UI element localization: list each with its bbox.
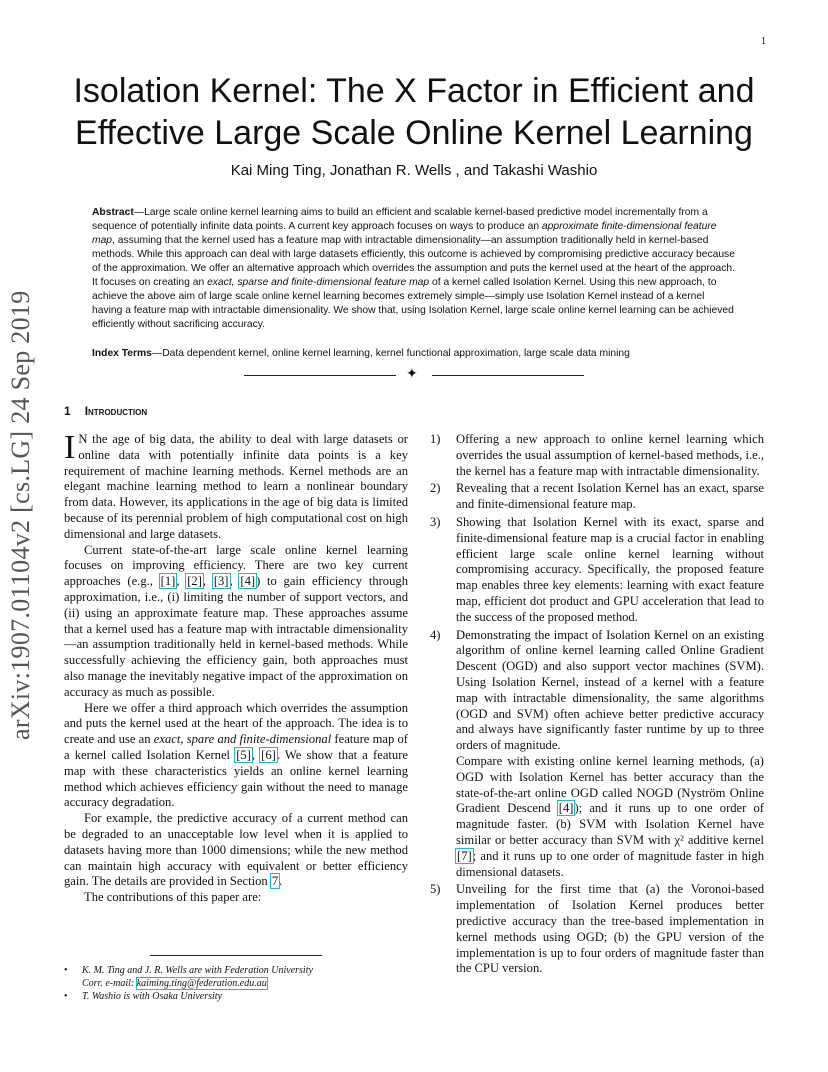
list-text: Showing that Isolation Kernel with its exact, sparse and finite-dimensional feature map is a crucial factor in enabling efficient large scale online kernel learning without compromising accuracy. Specifically, the proposed feature map enables three key elements: learning with exact feature map, efficient dot product and GPU acceleration that lead to the success of the proposed method. <box>456 514 764 624</box>
footnote <box>64 990 408 1003</box>
abstract-emph: exact, sparse and finite-dimensional feature map <box>207 277 430 288</box>
paragraph-text: N the age of big data, the ability to deal with large datasets or online data with potentially infinite data points is a key requirement of machine learning methods. Kernel methods are an elegant machine learning method to learn a nonlinear boundary from data. However, its applications in the age of big data is limited because of its perennial problem of high computational cost on high dimensional and large datasets. <box>64 432 408 541</box>
citation-link[interactable]: [4] <box>558 801 574 816</box>
paragraph: Current state-of-the-art large scale online kernel learning focuses on improving efficiency. There are two key current approaches (e.g., [1], [2], [3], [4]) to gain efficiency through approximation, i.e., (i) limiting the number of support vectors, and (ii) using an approximate feature map. These approaches assume that a kernel used has a feature map with intractable dimensionality—an assumption traditionally held in kernel-based methods. While successfully achieving the efficiency gain, both approaches must also manage the inevitably negative impact of the approximation on accuracy as much as possible. <box>64 542 408 699</box>
section-number: 1 <box>64 404 71 418</box>
citation-link[interactable]: [1] <box>160 574 176 589</box>
left-column <box>64 429 408 906</box>
list-text: ); and it runs up to one order of magnitude faster. (b) SVM with Isolation Kernel have similar or better accuracy than SVM with χ² additive kernel <box>456 801 765 847</box>
list-number: 2) <box>430 481 441 496</box>
section-title: Introduction <box>84 404 148 418</box>
citation-link[interactable]: [6] <box>261 747 276 762</box>
paragraph: Here we offer a third approach which overrides the assumption and puts the kernel used at the heart of the approach. The idea is to create and use an exact, spare and finite-dimensional feature map of a kernel called Isolation Kernel [5], [6]. We show that a feature map with these characteristics yields an online kernel learning method which achieves efficiency gain without the need to manage accuracy degradation. <box>64 700 408 810</box>
section-divider <box>244 368 584 382</box>
abstract-label: Abstract <box>92 207 134 218</box>
right-column <box>430 432 764 979</box>
bullet-icon: • <box>64 991 68 1002</box>
footnotes <box>64 964 408 1003</box>
abstract <box>92 206 736 332</box>
abstract-text: , assuming that the kernel used has a feature map with intractable dimensionality—an assumption traditionally held in kernel-based methods. While this approach can deal with large datasets efficiently, this outcome is achieved by compromising predictive accuracy because of the approximation. We offer an alternative approach which overrides the assumption and puts the kernel used at the heart of the approach. It focuses on creating an <box>92 235 735 288</box>
paragraph-text: ) to gain efficiency through approximation, i.e., (i) limiting the number of support vectors, and (ii) using an approximate feature map. These approaches assume that a kernel used has a feature map with intractable dimensionality—an assumption traditionally held in kernel-based methods. While successfully achieving the efficiency gain, both approaches must also manage the inevitably negative impact of the approximation on accuracy as much as possible. <box>64 574 408 699</box>
paragraph-text: . <box>279 874 283 889</box>
list-text: Compare with existing online kernel learning methods, (a) OGD with Isolation Kernel has better accuracy than the state-of-the-art online OGD called NOGD (Nyström Online Gradient Descend <box>456 753 764 816</box>
footnote-text: K. M. Ting and J. R. Wells are with Federation University <box>82 965 313 976</box>
drop-cap: I <box>64 429 76 466</box>
abstract-text: of a kernel called Isolation Kernel. Using this new approach, to achieve the above aim of large scale online kernel learning becomes extremely simple—simply use Isolation Kernel instead of a kernel having a feature map with intractable dimensionality. We show that, using Isolation Kernel, large scale online kernel learning can be achieved efficiently without sacrificing accuracy. <box>92 277 734 330</box>
list-number: 5) <box>430 882 441 897</box>
list-text: Demonstrating the impact of Isolation Kernel on an existing algorithm of online kernel learning called Online Gradient Descent (OGD) and also support vector machines (SVM). Using Isolation Kernel, instead of a kernel with a feature map with intractable dimensionality, the same algorithms (OGD and SVM) often achieve better predictive accuracy and always have significantly faster runtime by up to three orders of magnitude. <box>456 627 764 753</box>
citation-link[interactable]: [4] <box>240 574 256 589</box>
list-item <box>430 515 764 626</box>
footnote-text: T. Washio is with Osaka University <box>82 991 223 1002</box>
list-number: 1) <box>430 432 441 446</box>
paragraph <box>64 429 408 543</box>
list-item <box>430 432 764 479</box>
bullet-icon: • <box>64 965 68 976</box>
index-terms-label: Index Terms <box>92 348 152 359</box>
citation-link[interactable]: [3] <box>213 574 229 589</box>
citation-link[interactable]: [2] <box>187 574 202 589</box>
paragraph-text: For example, the predictive accuracy of a current method can be degraded to an unacceptable low level when it is applied to datasets having more than 1000 dimensions; while the new method can maintain high accuracy with equivalent or better efficiency gain. The details are provided in Section <box>64 811 408 889</box>
list-item <box>430 628 764 881</box>
citation-link[interactable]: [5] <box>236 747 251 762</box>
contributions-list <box>430 432 764 977</box>
abstract-text: —Large scale online kernel learning aims to build an efficient and scalable kernel-based predictive model incrementally from a sequence of potentially infinite data points. A current key approach focuses on ways to produce an <box>92 207 708 232</box>
list-text: Unveiling for the first time that (a) the Voronoi-based implementation of Isolation Kernel produces better predictive accuracy than the tree-based implementation in kernel methods using OGD; (b) the GPU version of the implementation is up to four orders of magnitude faster than the CPU version. <box>456 882 764 976</box>
paper-title: Isolation Kernel: The X Factor in Efficient and Effective Large Scale Online Kernel Learning <box>73 72 755 152</box>
emphasis: exact, spare and finite-dimensional <box>153 732 332 747</box>
paragraph <box>64 811 408 890</box>
list-text: Offering a new approach to online kernel learning which overrides the usual assumption of kernel-based methods, i.e., the kernel has a feature map with intractable dimensionality. <box>456 432 764 478</box>
divider-line <box>432 375 584 376</box>
abstract-emph: approximate finite-dimensional feature map <box>92 221 717 246</box>
list-item <box>430 882 764 977</box>
authors: Kai Ming Ting, Jonathan R. Wells , and Takashi Washio <box>230 162 598 179</box>
paragraph-text: Current state-of-the-art large scale online kernel learning focuses on improving efficiency. There are two key current approaches (e.g., <box>64 542 408 589</box>
footnote <box>64 964 408 990</box>
arxiv-stamp: arXiv:1907.01104v2 [cs.LG] 24 Sep 2019 <box>6 290 35 740</box>
list-number: 3) <box>430 514 441 529</box>
citation-link[interactable]: [7] <box>457 848 472 863</box>
section-heading <box>64 404 147 418</box>
list-number: 4) <box>430 627 441 642</box>
paragraph: The contributions of this paper are: <box>84 890 262 905</box>
paragraph-text: feature map of a kernel called Isolation Kernel <box>64 732 408 762</box>
page-number: 1 <box>761 36 766 47</box>
footnote-text: Corr. e-mail: <box>82 978 137 989</box>
email-link[interactable]: kaiming.ting@federation.edu.au <box>136 978 267 989</box>
index-terms-text: —Data dependent kernel, online kernel learning, kernel functional approximation, large scale data mining <box>151 348 630 359</box>
index-terms <box>92 347 736 361</box>
divider-line <box>244 375 396 376</box>
list-text: ; and it runs up to one order of magnitude faster in high dimensional datasets. <box>456 848 764 879</box>
paragraph-text: Here we offer a third approach which overrides the assumption and puts the kernel used at the heart of the approach. The idea is to create and use an <box>64 700 408 747</box>
section-link[interactable]: 7 <box>271 874 279 889</box>
footnote-rule <box>150 955 322 956</box>
star-icon: ✦ <box>406 366 418 382</box>
paragraph-text: . We show that a feature map with these characteristics yields an online kernel learning method which achieves efficiency gain without the need to manage accuracy degradation. <box>64 747 408 810</box>
list-text: Revealing that a recent Isolation Kernel has an exact, sparse and finite-dimensional feature map. <box>456 481 764 512</box>
list-item <box>430 481 764 513</box>
